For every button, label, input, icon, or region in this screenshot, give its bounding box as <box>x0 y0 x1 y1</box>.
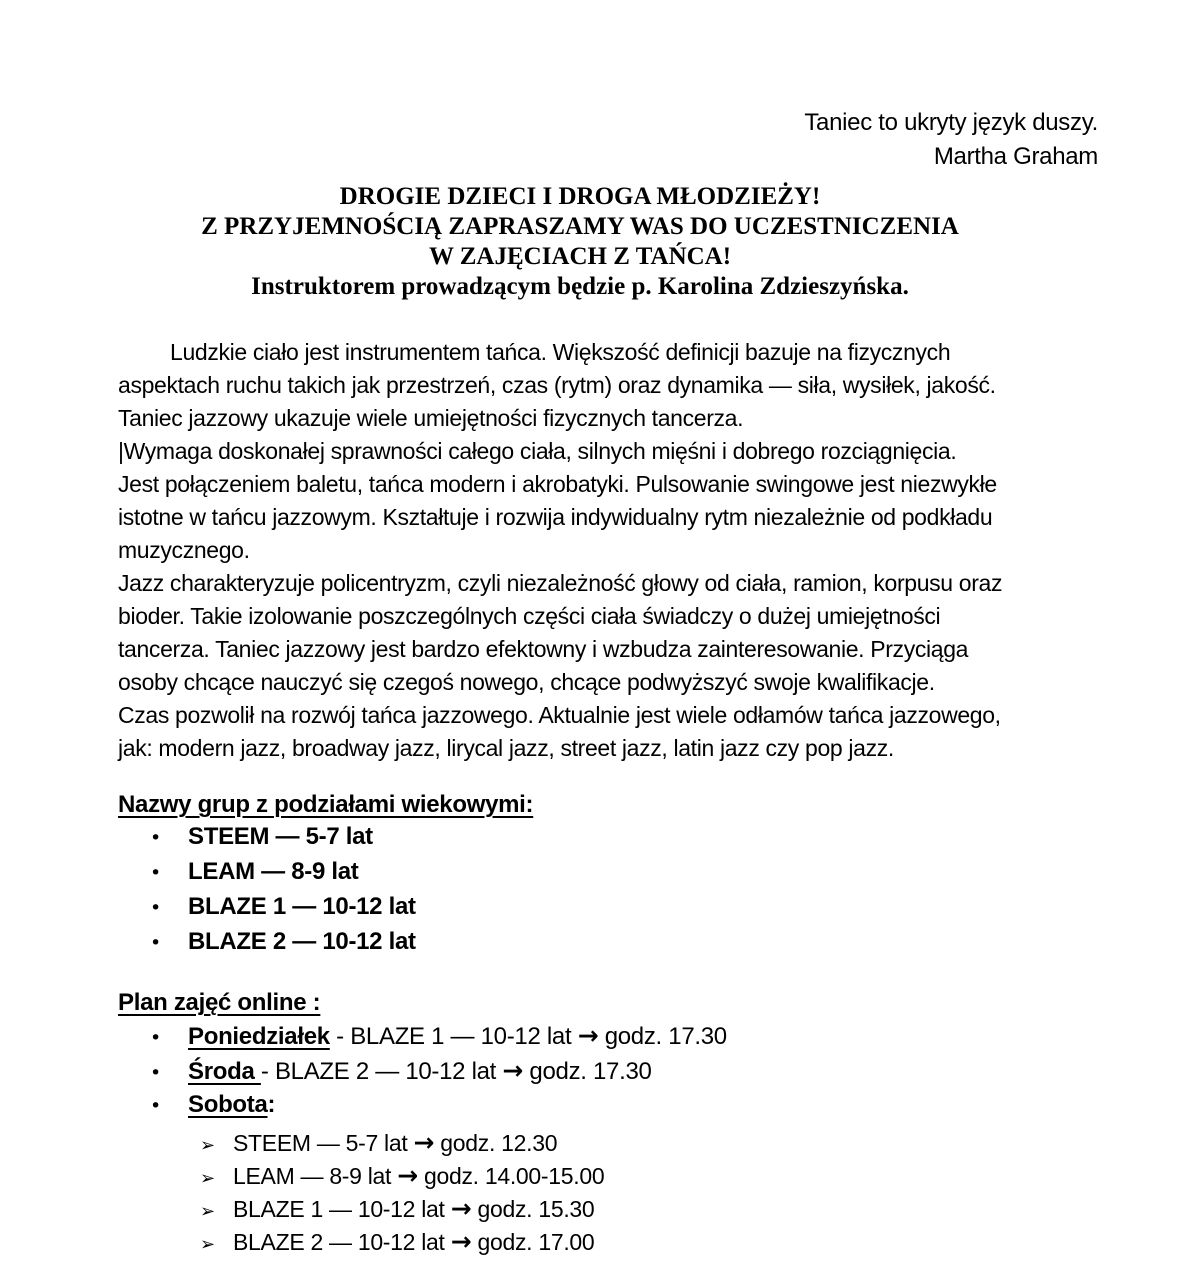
list-item <box>200 1128 1200 1161</box>
list-item <box>150 893 1200 928</box>
list-item <box>200 1161 1200 1194</box>
bullet-icon: • <box>150 897 161 919</box>
arrowhead-bullet-icon: ➢ <box>200 1135 215 1156</box>
bullet-icon: • <box>150 1095 161 1117</box>
right-arrow-icon: → <box>577 1021 599 1050</box>
arrowhead-bullet-icon: ➢ <box>200 1234 215 1255</box>
list-item <box>150 1091 1200 1126</box>
time-text: godz. 17.00 <box>471 1229 595 1255</box>
body-line: Taniec jazzowy ukazuje wiele umiejętności fizycznych tancerza. <box>118 405 744 431</box>
schedule-item-text: BLAZE 1 — 10-12 lat <box>233 1196 451 1222</box>
body-line: Jest połączeniem baletu, tańca modern i akrobatyki. Pulsowanie swingowe jest niezwykłe <box>118 471 997 497</box>
schedule-sub-item <box>233 1194 594 1223</box>
schedule-day-monday <box>188 1021 727 1051</box>
heading-line-4: Instruktorem prowadzącym będzie p. Karolina Zdzieszyńska. <box>251 273 909 300</box>
group-item-label: BLAZE 2 — 10-12 lat <box>188 928 416 955</box>
list-item <box>150 1056 1200 1091</box>
schedule-section <box>0 989 1200 1260</box>
schedule-list <box>0 1021 1200 1260</box>
heading-block <box>0 182 1200 302</box>
bullet-icon: • <box>150 862 161 884</box>
right-arrow-icon: → <box>450 1194 472 1223</box>
schedule-sub-item <box>233 1161 604 1190</box>
schedule-title: Plan zajęć online : <box>118 989 321 1016</box>
saturday-sub-list <box>0 1128 1200 1260</box>
body-line: Czas pozwolił na rozwój tańca jazzowego. Aktualnie jest wiele odłamów tańca jazzowego, <box>118 702 1001 728</box>
list-item <box>150 1021 1200 1056</box>
schedule-day-wednesday <box>188 1056 652 1086</box>
groups-list <box>0 823 1200 963</box>
time-text: godz. 17.30 <box>523 1058 652 1085</box>
groups-section <box>0 791 1200 963</box>
list-item <box>150 823 1200 858</box>
bullet-icon: • <box>150 1062 161 1084</box>
bullet-icon: • <box>150 827 161 849</box>
quote-text: Taniec to ukryty język duszy. <box>804 109 1098 136</box>
list-item <box>200 1194 1200 1227</box>
arrowhead-bullet-icon: ➢ <box>200 1201 215 1222</box>
time-text: godz. 15.30 <box>471 1196 595 1222</box>
list-item <box>200 1227 1200 1260</box>
right-arrow-icon: → <box>502 1056 524 1085</box>
body-line: aspektach ruchu takich jak przestrzeń, czas (rytm) oraz dynamika — siła, wysiłek, jakość. <box>118 372 996 398</box>
groups-title: Nazwy grup z podziałami wiekowymi: <box>118 791 534 818</box>
body-line: bioder. Takie izolowanie poszczególnych części ciała świadczy o dużej umiejętności <box>118 603 941 629</box>
right-arrow-icon: → <box>413 1128 435 1157</box>
heading-line-1: DROGIE DZIECI I DROGA MŁODZIEŻY! <box>339 183 821 210</box>
quote-block <box>0 0 1200 174</box>
day-label: Poniedziałek <box>188 1023 330 1050</box>
right-arrow-icon: → <box>450 1227 472 1256</box>
bullet-icon: • <box>150 1027 161 1049</box>
list-item <box>150 858 1200 893</box>
schedule-day-saturday <box>188 1091 275 1119</box>
body-line: Ludzkie ciało jest instrumentem tańca. Większość definicji bazuje na fizycznych <box>170 339 951 365</box>
schedule-item-text: - BLAZE 2 — 10-12 lat <box>260 1058 503 1085</box>
time-text: godz. 14.00-15.00 <box>417 1163 605 1189</box>
body-line: |Wymaga doskonałej sprawności całego ciała, silnych mięśni i dobrego rozciągnięcia. <box>118 438 957 464</box>
time-text: godz. 12.30 <box>434 1130 558 1156</box>
body-line: Jazz charakteryzuje policentryzm, czyli niezależność głowy od ciała, ramion, korpusu oraz <box>118 570 1003 596</box>
group-item-label: BLAZE 1 — 10-12 lat <box>188 893 416 920</box>
right-arrow-icon: → <box>397 1161 418 1190</box>
day-label: Środa <box>188 1058 261 1085</box>
bullet-icon: • <box>150 932 161 954</box>
body-line: muzycznego. <box>118 537 250 563</box>
body-line: tancerza. Taniec jazzowy jest bardzo efektowny i wzbudza zainteresowanie. Przyciąga <box>118 636 969 662</box>
schedule-item-text: - BLAZE 1 — 10-12 lat <box>329 1023 578 1050</box>
schedule-sub-item <box>233 1227 594 1256</box>
schedule-item-text: LEAM — 8-9 lat <box>233 1163 398 1189</box>
body-line: osoby chcące nauczyć się czegoś nowego, chcące podwyższyć swoje kwalifikacje. <box>118 669 935 695</box>
heading-line-2: Z PRZYJEMNOŚCIĄ ZAPRASZAMY WAS DO UCZESTNICZENIA <box>201 213 959 240</box>
quote-author: Martha Graham <box>933 143 1098 170</box>
group-item-label: LEAM — 8-9 lat <box>188 858 359 885</box>
heading-line-3: W ZAJĘCIACH Z TAŃCA! <box>428 243 732 270</box>
schedule-item-text: STEEM — 5-7 lat <box>233 1130 414 1156</box>
day-label: Sobota <box>188 1091 268 1118</box>
schedule-sub-item <box>233 1128 557 1157</box>
schedule-item-text: BLAZE 2 — 10-12 lat <box>233 1229 451 1255</box>
body-paragraph <box>118 336 1160 765</box>
group-item-label: STEEM — 5-7 lat <box>188 823 373 850</box>
body-line: jak: modern jazz, broadway jazz, lirycal jazz, street jazz, latin jazz czy pop jazz. <box>118 735 894 761</box>
list-item <box>150 928 1200 963</box>
body-line: istotne w tańcu jazzowym. Kształtuje i rozwija indywidualny rytm niezależnie od podkładu <box>118 504 993 530</box>
arrowhead-bullet-icon: ➢ <box>200 1168 215 1189</box>
colon-text: : <box>267 1091 276 1118</box>
time-text: godz. 17.30 <box>598 1023 727 1050</box>
